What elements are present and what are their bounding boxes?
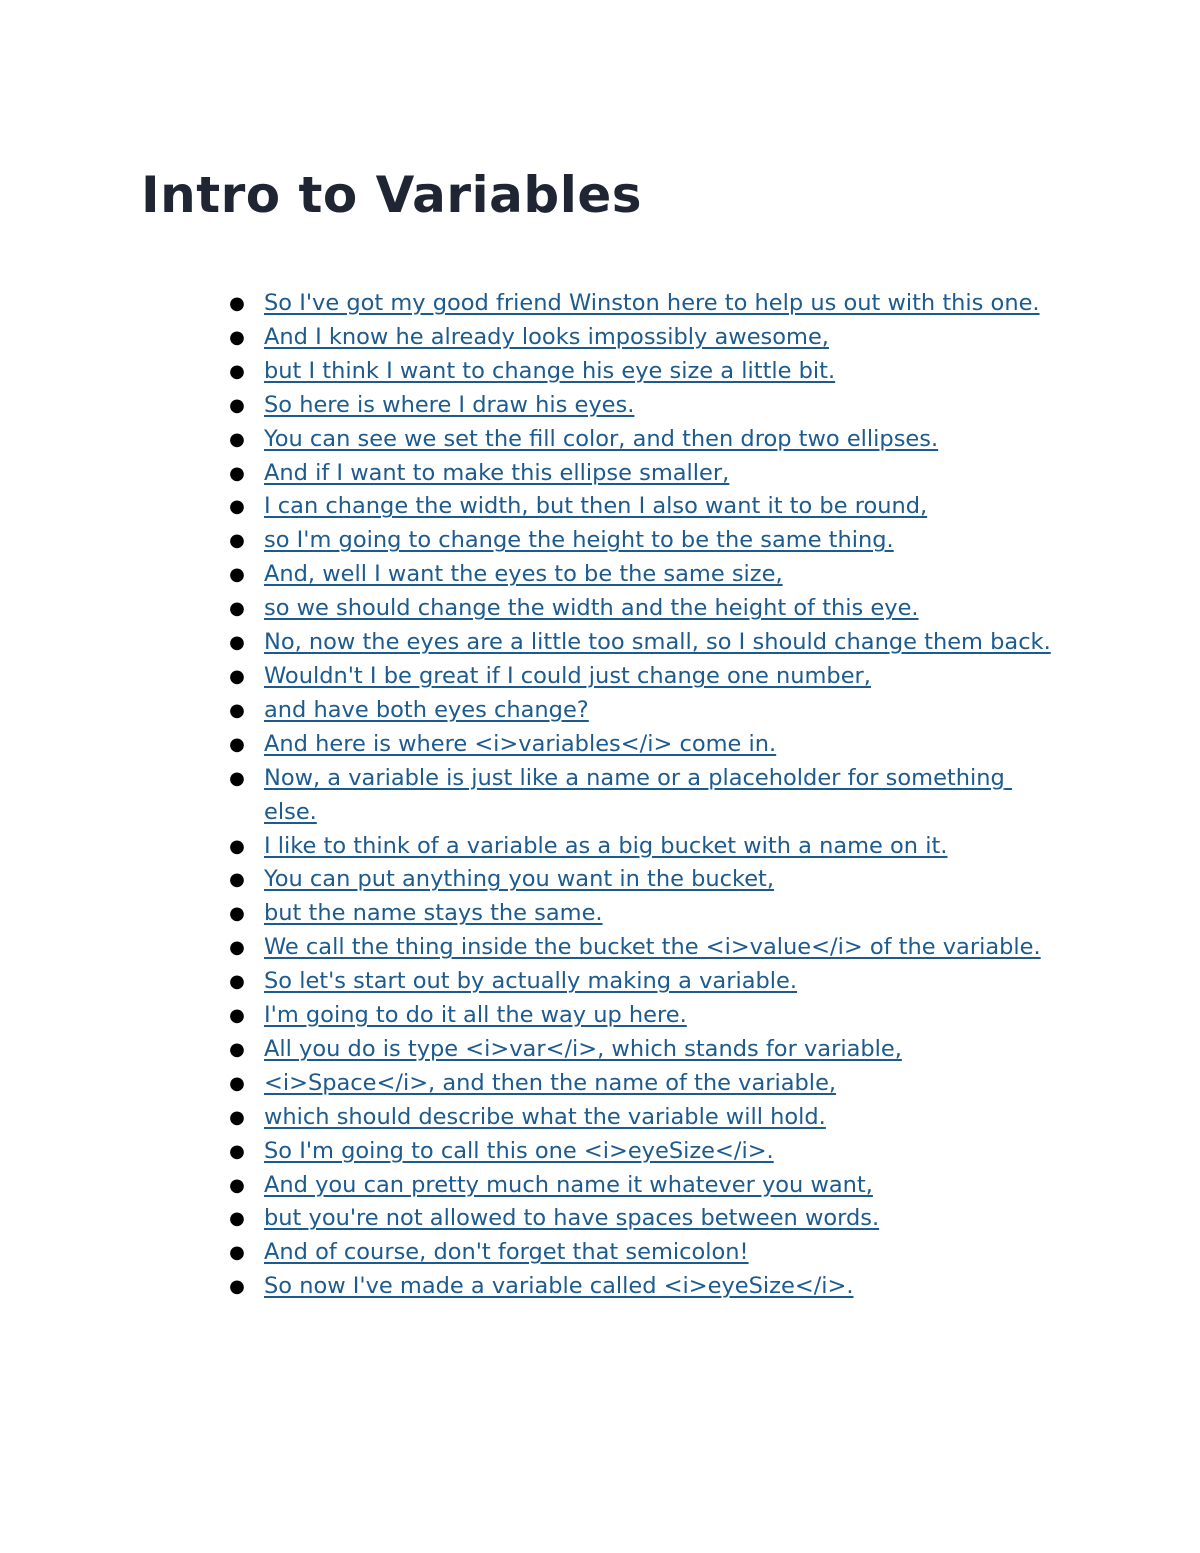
bullet-icon: ● xyxy=(229,1174,245,1196)
caption-link[interactable]: I'm going to do it all the way up here. xyxy=(264,1002,687,1029)
caption-link[interactable]: You can see we set the fill color, and then drop two ellipses. xyxy=(264,425,939,452)
list-item xyxy=(229,389,1054,423)
caption-link[interactable]: And of course, don't forget that semicolon! xyxy=(264,1239,749,1266)
list-item xyxy=(229,287,1054,321)
bullet-icon: ● xyxy=(229,903,245,925)
caption-link[interactable]: And here is where <i>variables</i> come in. xyxy=(264,730,777,757)
list-item xyxy=(229,423,1054,457)
list-item xyxy=(229,1033,1054,1067)
bullet-icon: ● xyxy=(229,835,245,857)
list-item xyxy=(229,1202,1054,1236)
list-item xyxy=(229,321,1054,355)
caption-link[interactable]: Wouldn't I be great if I could just change one number, xyxy=(264,662,871,689)
bullet-icon: ● xyxy=(229,530,245,552)
bullet-icon: ● xyxy=(229,462,245,484)
caption-link[interactable]: So let's start out by actually making a variable. xyxy=(264,968,798,995)
bullet-icon: ● xyxy=(229,1038,245,1060)
caption-link[interactable]: I can change the width, but then I also want it to be round, xyxy=(264,493,928,520)
caption-link[interactable]: So here is where I draw his eyes. xyxy=(264,391,635,418)
caption-link[interactable]: So now I've made a variable called <i>eyeSize</i>. xyxy=(264,1273,854,1300)
bullet-icon: ● xyxy=(229,632,245,654)
list-item xyxy=(229,355,1054,389)
list-item xyxy=(229,728,1054,762)
bullet-icon: ● xyxy=(229,360,245,382)
caption-link[interactable]: You can put anything you want in the bucket, xyxy=(264,866,775,893)
bullet-icon: ● xyxy=(229,1072,245,1094)
caption-link[interactable]: which should describe what the variable will hold. xyxy=(264,1103,826,1130)
bullet-icon: ● xyxy=(229,869,245,891)
caption-link[interactable]: <i>Space</i>, and then the name of the variable, xyxy=(264,1069,837,1096)
list-item xyxy=(229,524,1054,558)
caption-link[interactable]: but I think I want to change his eye size a little bit. xyxy=(264,357,836,384)
list-item xyxy=(229,1236,1054,1270)
caption-link[interactable]: So I'm going to call this one <i>eyeSize</i>. xyxy=(264,1137,774,1164)
list-item xyxy=(229,1135,1054,1169)
list-item xyxy=(229,694,1054,728)
caption-link[interactable]: We call the thing inside the bucket the <i>value</i> of the variable. xyxy=(264,934,1041,961)
caption-link[interactable]: And, well I want the eyes to be the same size, xyxy=(264,561,783,588)
bullet-icon: ● xyxy=(229,1140,245,1162)
list-item xyxy=(229,1101,1054,1135)
bullet-icon: ● xyxy=(229,1208,245,1230)
caption-link[interactable]: so I'm going to change the height to be the same thing. xyxy=(264,527,894,554)
bullet-icon: ● xyxy=(229,564,245,586)
page-title: Intro to Variables xyxy=(141,166,643,224)
bullet-icon: ● xyxy=(229,937,245,959)
caption-list xyxy=(229,287,1054,1304)
bullet-icon: ● xyxy=(229,1276,245,1298)
list-item xyxy=(229,626,1054,660)
list-item xyxy=(229,1169,1054,1203)
bullet-icon: ● xyxy=(229,971,245,993)
list-item xyxy=(229,863,1054,897)
caption-link[interactable]: And if I want to make this ellipse smaller, xyxy=(264,459,730,486)
bullet-icon: ● xyxy=(229,394,245,416)
list-item xyxy=(229,1067,1054,1101)
bullet-icon: ● xyxy=(229,326,245,348)
caption-link[interactable]: All you do is type <i>var</i>, which stands for variable, xyxy=(264,1035,902,1062)
bullet-icon: ● xyxy=(229,665,245,687)
caption-link[interactable]: Now, a variable is just like a name or a placeholder for something else. xyxy=(264,764,1012,825)
bullet-icon: ● xyxy=(229,293,245,314)
list-item xyxy=(229,592,1054,626)
caption-link[interactable]: but you're not allowed to have spaces between words. xyxy=(264,1205,880,1232)
list-item xyxy=(229,830,1054,864)
caption-link[interactable]: So I've got my good friend Winston here to help us out with this one. xyxy=(264,290,1040,316)
caption-link[interactable]: I like to think of a variable as a big bucket with a name on it. xyxy=(264,832,948,859)
list-item xyxy=(229,660,1054,694)
bullet-icon: ● xyxy=(229,767,245,789)
bullet-icon: ● xyxy=(229,1106,245,1128)
caption-link[interactable]: And I know he already looks impossibly awesome, xyxy=(264,323,829,350)
list-item xyxy=(229,999,1054,1033)
bullet-icon: ● xyxy=(229,598,245,620)
bullet-icon: ● xyxy=(229,1242,245,1264)
list-item xyxy=(229,1270,1054,1304)
list-item xyxy=(229,965,1054,999)
list-item xyxy=(229,490,1054,524)
caption-link[interactable]: but the name stays the same. xyxy=(264,900,603,927)
list-item xyxy=(229,897,1054,931)
bullet-icon: ● xyxy=(229,1005,245,1027)
bullet-icon: ● xyxy=(229,733,245,755)
bullet-icon: ● xyxy=(229,496,245,518)
list-item xyxy=(229,931,1054,965)
list-item xyxy=(229,457,1054,491)
bullet-icon: ● xyxy=(229,699,245,721)
list-item xyxy=(229,762,1054,830)
caption-link[interactable]: No, now the eyes are a little too small, so I should change them back. xyxy=(264,629,1051,656)
caption-link[interactable]: and have both eyes change? xyxy=(264,696,589,723)
list-item xyxy=(229,558,1054,592)
caption-link[interactable]: so we should change the width and the height of this eye. xyxy=(264,595,919,622)
caption-link[interactable]: And you can pretty much name it whatever you want, xyxy=(264,1171,873,1198)
bullet-icon: ● xyxy=(229,428,245,450)
